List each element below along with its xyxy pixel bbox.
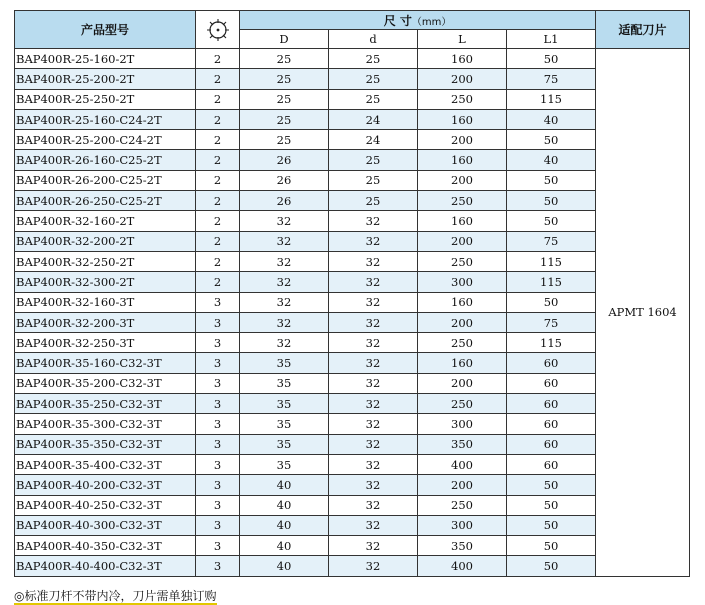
- cell-z: 2: [196, 109, 240, 129]
- cell-d: 26: [240, 150, 329, 170]
- cell-l: 400: [418, 556, 507, 576]
- table-row: [15, 69, 690, 89]
- cell-l: 400: [418, 454, 507, 474]
- table-row: [15, 130, 690, 150]
- cell-l: 250: [418, 251, 507, 271]
- cell-model: BAP400R-35-350-C32-3T: [15, 434, 196, 454]
- table-row: [15, 414, 690, 434]
- cell-d: 32: [329, 251, 418, 271]
- table-row: [15, 353, 690, 373]
- cell-z: 3: [196, 394, 240, 414]
- cell-d: 32: [240, 333, 329, 353]
- table-row: [15, 454, 690, 474]
- cell-model: BAP400R-32-160-3T: [15, 292, 196, 312]
- cell-d: 25: [329, 69, 418, 89]
- cell-model: BAP400R-32-300-2T: [15, 272, 196, 292]
- cell-z: 2: [196, 150, 240, 170]
- cell-model: BAP400R-25-200-2T: [15, 69, 196, 89]
- cell-d: 32: [329, 312, 418, 332]
- cell-model: BAP400R-40-250-C32-3T: [15, 495, 196, 515]
- cell-z: 2: [196, 170, 240, 190]
- table-row: [15, 434, 690, 454]
- cell-l: 200: [418, 475, 507, 495]
- cell-d: 32: [240, 272, 329, 292]
- cell-d: 32: [329, 292, 418, 312]
- table-row: [15, 495, 690, 515]
- spec-body: [15, 49, 690, 577]
- cell-l: 350: [418, 536, 507, 556]
- cell-z: 2: [196, 231, 240, 251]
- cell-model: BAP400R-26-250-C25-2T: [15, 191, 196, 211]
- cell-l: 250: [418, 191, 507, 211]
- cell-model: BAP400R-40-400-C32-3T: [15, 556, 196, 576]
- cell-z: 2: [196, 49, 240, 69]
- cell-z: 3: [196, 475, 240, 495]
- cell-model: BAP400R-25-250-2T: [15, 89, 196, 109]
- cell-d: 35: [240, 434, 329, 454]
- table-row: [15, 150, 690, 170]
- cell-d: 24: [329, 109, 418, 129]
- cell-l: 200: [418, 170, 507, 190]
- cell-d: 40: [240, 495, 329, 515]
- cell-l1: 50: [507, 556, 596, 576]
- cell-l: 250: [418, 89, 507, 109]
- cell-model: BAP400R-40-200-C32-3T: [15, 475, 196, 495]
- cell-d: 32: [240, 312, 329, 332]
- table-row: [15, 292, 690, 312]
- table-row: [15, 109, 690, 129]
- table-row: [15, 556, 690, 576]
- cell-model: BAP400R-32-250-2T: [15, 251, 196, 271]
- cell-d: 32: [329, 353, 418, 373]
- table-row: [15, 475, 690, 495]
- cell-l1: 75: [507, 231, 596, 251]
- cell-l1: 40: [507, 109, 596, 129]
- cell-d: 32: [329, 394, 418, 414]
- cell-z: 2: [196, 251, 240, 271]
- cell-d: 40: [240, 556, 329, 576]
- cell-d: 25: [240, 49, 329, 69]
- cell-d: 40: [240, 536, 329, 556]
- footnote-mark: ◎: [14, 589, 25, 603]
- cell-model: BAP400R-25-200-C24-2T: [15, 130, 196, 150]
- cell-l1: 60: [507, 414, 596, 434]
- cell-model: BAP400R-32-160-2T: [15, 211, 196, 231]
- cell-d: 32: [240, 211, 329, 231]
- cell-d: 32: [329, 454, 418, 474]
- cell-model: BAP400R-40-300-C32-3T: [15, 515, 196, 535]
- cell-d: 32: [329, 515, 418, 535]
- cell-l: 200: [418, 373, 507, 393]
- cell-l1: 75: [507, 312, 596, 332]
- cell-d: 25: [329, 89, 418, 109]
- cell-model: BAP400R-32-200-2T: [15, 231, 196, 251]
- table-row: [15, 536, 690, 556]
- cell-z: 2: [196, 272, 240, 292]
- table-row: [15, 251, 690, 271]
- cell-z: 3: [196, 515, 240, 535]
- cell-l1: 60: [507, 353, 596, 373]
- cell-l1: 50: [507, 191, 596, 211]
- cell-l: 200: [418, 231, 507, 251]
- table-row: [15, 272, 690, 292]
- cell-model: BAP400R-35-200-C32-3T: [15, 373, 196, 393]
- table-row: [15, 333, 690, 353]
- cell-l1: 115: [507, 89, 596, 109]
- cell-d: 32: [240, 292, 329, 312]
- cell-z: 2: [196, 130, 240, 150]
- cell-model: BAP400R-35-300-C32-3T: [15, 414, 196, 434]
- cell-l: 160: [418, 211, 507, 231]
- cell-l1: 75: [507, 69, 596, 89]
- header-row-top: [15, 11, 690, 30]
- cell-l1: 60: [507, 394, 596, 414]
- cell-l: 200: [418, 130, 507, 150]
- cell-z: 2: [196, 89, 240, 109]
- cell-z: 3: [196, 292, 240, 312]
- cell-z: 3: [196, 556, 240, 576]
- cell-z: 2: [196, 211, 240, 231]
- cell-d: 32: [329, 272, 418, 292]
- cell-l: 160: [418, 49, 507, 69]
- cell-d: 25: [329, 49, 418, 69]
- cell-d: 25: [240, 89, 329, 109]
- cell-d: 32: [329, 231, 418, 251]
- cutting-teeth-icon: [205, 17, 231, 43]
- table-row: [15, 515, 690, 535]
- header-D: D: [240, 30, 329, 49]
- header-dimensions-label: 尺 寸: [383, 13, 412, 28]
- cell-z: 3: [196, 454, 240, 474]
- cell-z: 3: [196, 434, 240, 454]
- cell-d: 32: [329, 536, 418, 556]
- table-row: [15, 211, 690, 231]
- cell-d: 25: [329, 170, 418, 190]
- cell-l1: 60: [507, 373, 596, 393]
- cell-l1: 115: [507, 333, 596, 353]
- cell-d: 24: [329, 130, 418, 150]
- table-row: [15, 49, 690, 69]
- header-L1: L1: [507, 30, 596, 49]
- header-d: d: [329, 30, 418, 49]
- cell-model: BAP400R-25-160-2T: [15, 49, 196, 69]
- cell-l1: 115: [507, 272, 596, 292]
- header-insert: 适配刀片: [596, 11, 690, 49]
- cell-model: BAP400R-35-400-C32-3T: [15, 454, 196, 474]
- cell-d: 40: [240, 515, 329, 535]
- cell-z: 2: [196, 69, 240, 89]
- cell-d: 32: [329, 414, 418, 434]
- cell-l1: 50: [507, 292, 596, 312]
- cell-d: 32: [329, 373, 418, 393]
- cell-d: 32: [329, 475, 418, 495]
- cell-l: 200: [418, 69, 507, 89]
- footnote-text: 标准刀杆不带内冷，刀片需单独订购: [24, 589, 217, 603]
- cell-d: 35: [240, 394, 329, 414]
- cell-l1: 60: [507, 454, 596, 474]
- cell-d: 32: [329, 556, 418, 576]
- table-row: [15, 394, 690, 414]
- cell-d: 32: [329, 333, 418, 353]
- cell-l: 300: [418, 272, 507, 292]
- header-dimensions-unit: （mm）: [411, 16, 452, 28]
- cell-model: BAP400R-32-250-3T: [15, 333, 196, 353]
- cell-d: 26: [240, 170, 329, 190]
- cell-l: 250: [418, 495, 507, 515]
- cell-d: 32: [329, 211, 418, 231]
- cell-d: 25: [240, 69, 329, 89]
- cell-d: 40: [240, 475, 329, 495]
- table-row: [15, 231, 690, 251]
- cell-d: 32: [329, 495, 418, 515]
- cell-l: 300: [418, 515, 507, 535]
- cell-d: 35: [240, 373, 329, 393]
- cell-l1: 50: [507, 211, 596, 231]
- cell-l: 250: [418, 333, 507, 353]
- cell-d: 32: [240, 251, 329, 271]
- table-row: [15, 191, 690, 211]
- spec-table: [14, 10, 690, 577]
- cell-d: 35: [240, 454, 329, 474]
- cell-l1: 50: [507, 170, 596, 190]
- cell-d: 25: [329, 191, 418, 211]
- header-L: L: [418, 30, 507, 49]
- footnote: [14, 587, 217, 604]
- cell-l: 160: [418, 353, 507, 373]
- cell-l: 350: [418, 434, 507, 454]
- cell-l1: 50: [507, 515, 596, 535]
- cell-d: 35: [240, 353, 329, 373]
- cell-model: BAP400R-35-160-C32-3T: [15, 353, 196, 373]
- cell-l: 250: [418, 394, 507, 414]
- cell-l: 160: [418, 292, 507, 312]
- cell-l1: 40: [507, 150, 596, 170]
- cell-insert: APMT 1604: [596, 49, 690, 577]
- cell-model: BAP400R-25-160-C24-2T: [15, 109, 196, 129]
- header-dimensions: [240, 11, 596, 30]
- table-row: [15, 89, 690, 109]
- cell-z: 3: [196, 373, 240, 393]
- cell-model: BAP400R-35-250-C32-3T: [15, 394, 196, 414]
- cell-d: 25: [329, 150, 418, 170]
- cell-z: 2: [196, 191, 240, 211]
- cell-d: 32: [240, 231, 329, 251]
- cell-l: 160: [418, 150, 507, 170]
- cell-model: BAP400R-26-160-C25-2T: [15, 150, 196, 170]
- cell-model: BAP400R-40-350-C32-3T: [15, 536, 196, 556]
- cell-l: 300: [418, 414, 507, 434]
- cell-l1: 60: [507, 434, 596, 454]
- cell-model: BAP400R-26-200-C25-2T: [15, 170, 196, 190]
- cell-d: 35: [240, 414, 329, 434]
- cell-d: 32: [329, 434, 418, 454]
- cell-l1: 50: [507, 49, 596, 69]
- cell-l1: 50: [507, 536, 596, 556]
- cell-d: 26: [240, 191, 329, 211]
- cell-l1: 50: [507, 475, 596, 495]
- cell-model: BAP400R-32-200-3T: [15, 312, 196, 332]
- cell-z: 3: [196, 414, 240, 434]
- header-teeth: [196, 11, 240, 49]
- cell-l: 160: [418, 109, 507, 129]
- cell-l1: 50: [507, 495, 596, 515]
- cell-z: 3: [196, 333, 240, 353]
- cell-d: 25: [240, 109, 329, 129]
- cell-z: 3: [196, 312, 240, 332]
- cell-d: 25: [240, 130, 329, 150]
- cell-l: 200: [418, 312, 507, 332]
- cell-z: 3: [196, 495, 240, 515]
- cell-z: 3: [196, 536, 240, 556]
- header-model: 产品型号: [15, 11, 196, 49]
- cell-l1: 115: [507, 251, 596, 271]
- table-row: [15, 373, 690, 393]
- table-row: [15, 170, 690, 190]
- cell-l1: 50: [507, 130, 596, 150]
- table-row: [15, 312, 690, 332]
- cell-z: 3: [196, 353, 240, 373]
